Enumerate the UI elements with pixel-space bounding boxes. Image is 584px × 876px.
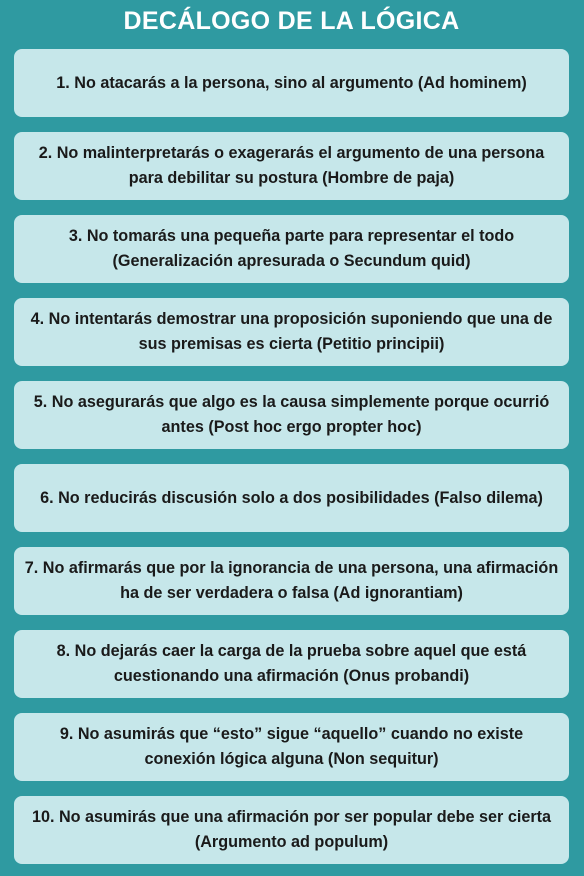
rule-text: 4. No intentarás demostrar una proposición suponiendo que una de sus premisas es cierta (Petitio principii) <box>30 310 553 353</box>
rule-text: 5. No asegurarás que algo es la causa simplemente porque ocurrió antes (Post hoc ergo propter hoc) <box>33 393 550 436</box>
rule-text: 8. No dejarás caer la carga de la prueba sobre aquel que está cuestionando una afirmación (Onus probandi) <box>56 642 527 685</box>
rule-text: 9. No asumirás que “esto” sigue “aquello” cuando no existe conexión lógica alguna (Non sequitur) <box>59 725 524 768</box>
rule-text: 6. No reducirás discusión solo a dos posibilidades (Falso dilema) <box>40 488 543 507</box>
rule-card-9 <box>14 713 569 781</box>
page-title: DECÁLOGO DE LA LÓGICA <box>123 7 460 35</box>
rule-card-2 <box>14 132 569 200</box>
rule-card-10 <box>14 796 569 864</box>
rule-card-8 <box>14 630 569 698</box>
rule-text: 2. No malinterpretarás o exagerarás el argumento de una persona para debilitar su postura (Hombre de paja) <box>38 144 545 187</box>
rule-card-1 <box>14 49 569 117</box>
rule-text: 1. No atacarás a la persona, sino al argumento (Ad hominem) <box>56 73 527 92</box>
rule-text: 10. No asumirás que una afirmación por ser popular debe ser cierta (Argumento ad populum) <box>31 808 552 851</box>
rule-card-3 <box>14 215 569 283</box>
rule-card-6 <box>14 464 569 532</box>
rule-text: 7. No afirmarás que por la ignorancia de una persona, una afirmación ha de ser verdadera o falsa (Ad ignorantiam) <box>24 559 559 602</box>
rule-card-4 <box>14 298 569 366</box>
rule-card-5 <box>14 381 569 449</box>
rule-card-7 <box>14 547 569 615</box>
rule-text: 3. No tomarás una pequeña parte para representar el todo (Generalización apresurada o Secundum quid) <box>68 227 515 270</box>
